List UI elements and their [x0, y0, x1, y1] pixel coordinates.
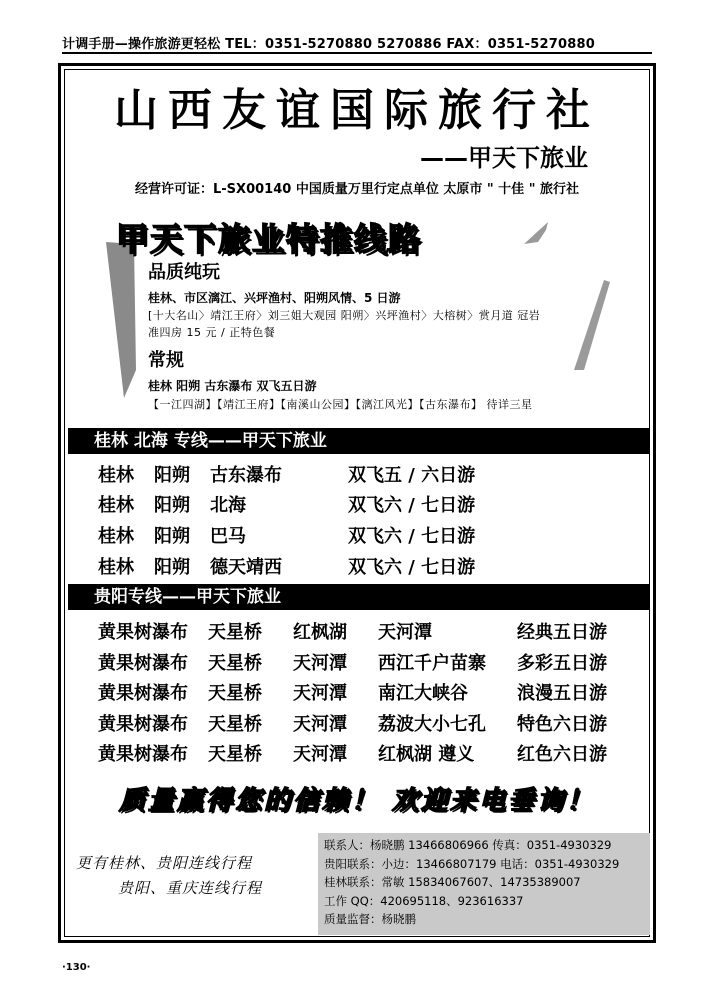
- agency-brand: ——甲天下旅业: [420, 144, 588, 172]
- more-routes-line-1: 更有桂林、贵阳连线行程: [76, 854, 253, 872]
- regular-route-title: 桂林 阳朔 古东瀑布 双飞五日游: [148, 379, 317, 393]
- row-cell: 天星桥: [208, 714, 262, 735]
- row-cell: 特色六日游: [517, 714, 607, 735]
- row-cell: 阳朔: [154, 557, 190, 578]
- license-line: 经营许可证：L-SX00140 中国质量万里行定点单位 太原市 " 十佳 " 旅行社: [135, 182, 579, 197]
- row-cell: 红枫湖: [293, 622, 347, 643]
- row-cell: 德天靖西: [210, 557, 282, 578]
- contact-line: 联系人：杨晓鹏 13466806966 传真：0351-4930329: [324, 838, 612, 852]
- premium-route-note: 准四房 15 元 / 正特色餐: [148, 326, 276, 339]
- row-cell: 古东瀑布: [210, 465, 282, 486]
- guiyang-row: [98, 710, 638, 738]
- row-cell: 多彩五日游: [517, 653, 607, 674]
- row-cell: 桂林: [98, 465, 134, 486]
- guiyang-band: 贵阳专线——甲天下旅业: [68, 584, 650, 610]
- row-cell: 巴马: [210, 526, 246, 547]
- guiyang-row: [98, 679, 638, 707]
- guiyang-row: [98, 740, 638, 768]
- row-cell: 红色六日游: [517, 744, 607, 765]
- guilin-row: [98, 522, 598, 550]
- row-cell: 经典五日游: [517, 622, 607, 643]
- row-cell: 双飞六 / 七日游: [348, 557, 476, 578]
- premium-route-title: 桂林、市区漓江、兴坪渔村、阳朔风情、5 日游: [148, 291, 401, 305]
- contact-line: 工作 QQ：420695118、923616337: [324, 893, 524, 908]
- row-cell: 天星桥: [208, 683, 262, 704]
- premium-route-itinerary: [十大名山〉靖江王府〉刘三姐大观园 阳朔〉兴坪渔村〉大榕树〉赏月道 冠岩: [148, 309, 541, 322]
- row-cell: 黄果树瀑布: [98, 622, 188, 643]
- quality-motto: 质量赢得您的信赖！ 欢迎来电垂询！: [118, 786, 596, 816]
- row-cell: 双飞五 / 六日游: [348, 465, 476, 486]
- header-rule: [62, 52, 652, 54]
- row-cell: 南江大峡谷: [378, 683, 468, 704]
- row-cell: 天河潭: [378, 622, 432, 643]
- row-cell: 西江千户苗寨: [378, 653, 486, 674]
- regular-route-itinerary: 【一江四湖】【靖江王府】【南溪山公园】【漓江风光】【古东瀑布】 待详三星: [148, 398, 533, 411]
- row-cell: 天河潭: [293, 744, 347, 765]
- row-cell: 桂林: [98, 526, 134, 547]
- row-cell: 双飞六 / 七日游: [348, 495, 476, 516]
- agency-name: 山西友谊国际旅行社: [114, 85, 600, 136]
- guilin-beihai-band: 桂林 北海 专线——甲天下旅业: [68, 428, 650, 454]
- section-heading-premium: 品质纯玩: [148, 262, 220, 283]
- right-lower-slash: [574, 280, 610, 370]
- section-heading-regular: 常规: [148, 350, 184, 371]
- guiyang-row: [98, 649, 638, 677]
- row-cell: 天河潭: [293, 714, 347, 735]
- row-cell: 双飞六 / 七日游: [348, 526, 476, 547]
- row-cell: 荔波大小七孔: [378, 714, 486, 735]
- contact-box: [318, 833, 650, 935]
- row-cell: 天星桥: [208, 744, 262, 765]
- contact-line: 贵阳联系：小边：13466807179 电话：0351-4930329: [324, 856, 620, 871]
- row-cell: 阳朔: [154, 495, 190, 516]
- row-cell: 红枫湖 遵义: [378, 744, 475, 765]
- row-cell: 黄果树瀑布: [98, 714, 188, 735]
- contact-line: 桂林联系：常敏 15834067607、14735389007: [324, 875, 581, 889]
- featured-routes-title: 甲天下旅业特推线路: [116, 220, 423, 258]
- left-grey-slash: [106, 242, 136, 398]
- row-cell: 天星桥: [208, 653, 262, 674]
- header-contact-line: 计调手册—操作旅游更轻松 TEL：0351-5270880 5270886 FAX：0351-5270880: [62, 37, 595, 52]
- more-routes-line-2: 贵阳、重庆连线行程: [118, 879, 263, 897]
- row-cell: 北海: [210, 495, 246, 516]
- row-cell: 黄果树瀑布: [98, 653, 188, 674]
- row-cell: 阳朔: [154, 526, 190, 547]
- row-cell: 阳朔: [154, 465, 190, 486]
- row-cell: 桂林: [98, 495, 134, 516]
- row-cell: 桂林: [98, 557, 134, 578]
- page-number: ·130·: [62, 962, 91, 973]
- guilin-row: [98, 461, 598, 489]
- row-cell: 天河潭: [293, 683, 347, 704]
- right-grey-slash: [524, 222, 548, 244]
- row-cell: 浪漫五日游: [517, 683, 607, 704]
- row-cell: 黄果树瀑布: [98, 744, 188, 765]
- guilin-row: [98, 491, 598, 519]
- contact-line: 质量监督：杨晓鹏: [324, 912, 416, 926]
- row-cell: 天河潭: [293, 653, 347, 674]
- guiyang-row: [98, 618, 638, 646]
- row-cell: 黄果树瀑布: [98, 683, 188, 704]
- row-cell: 天星桥: [208, 622, 262, 643]
- guilin-row: [98, 553, 598, 581]
